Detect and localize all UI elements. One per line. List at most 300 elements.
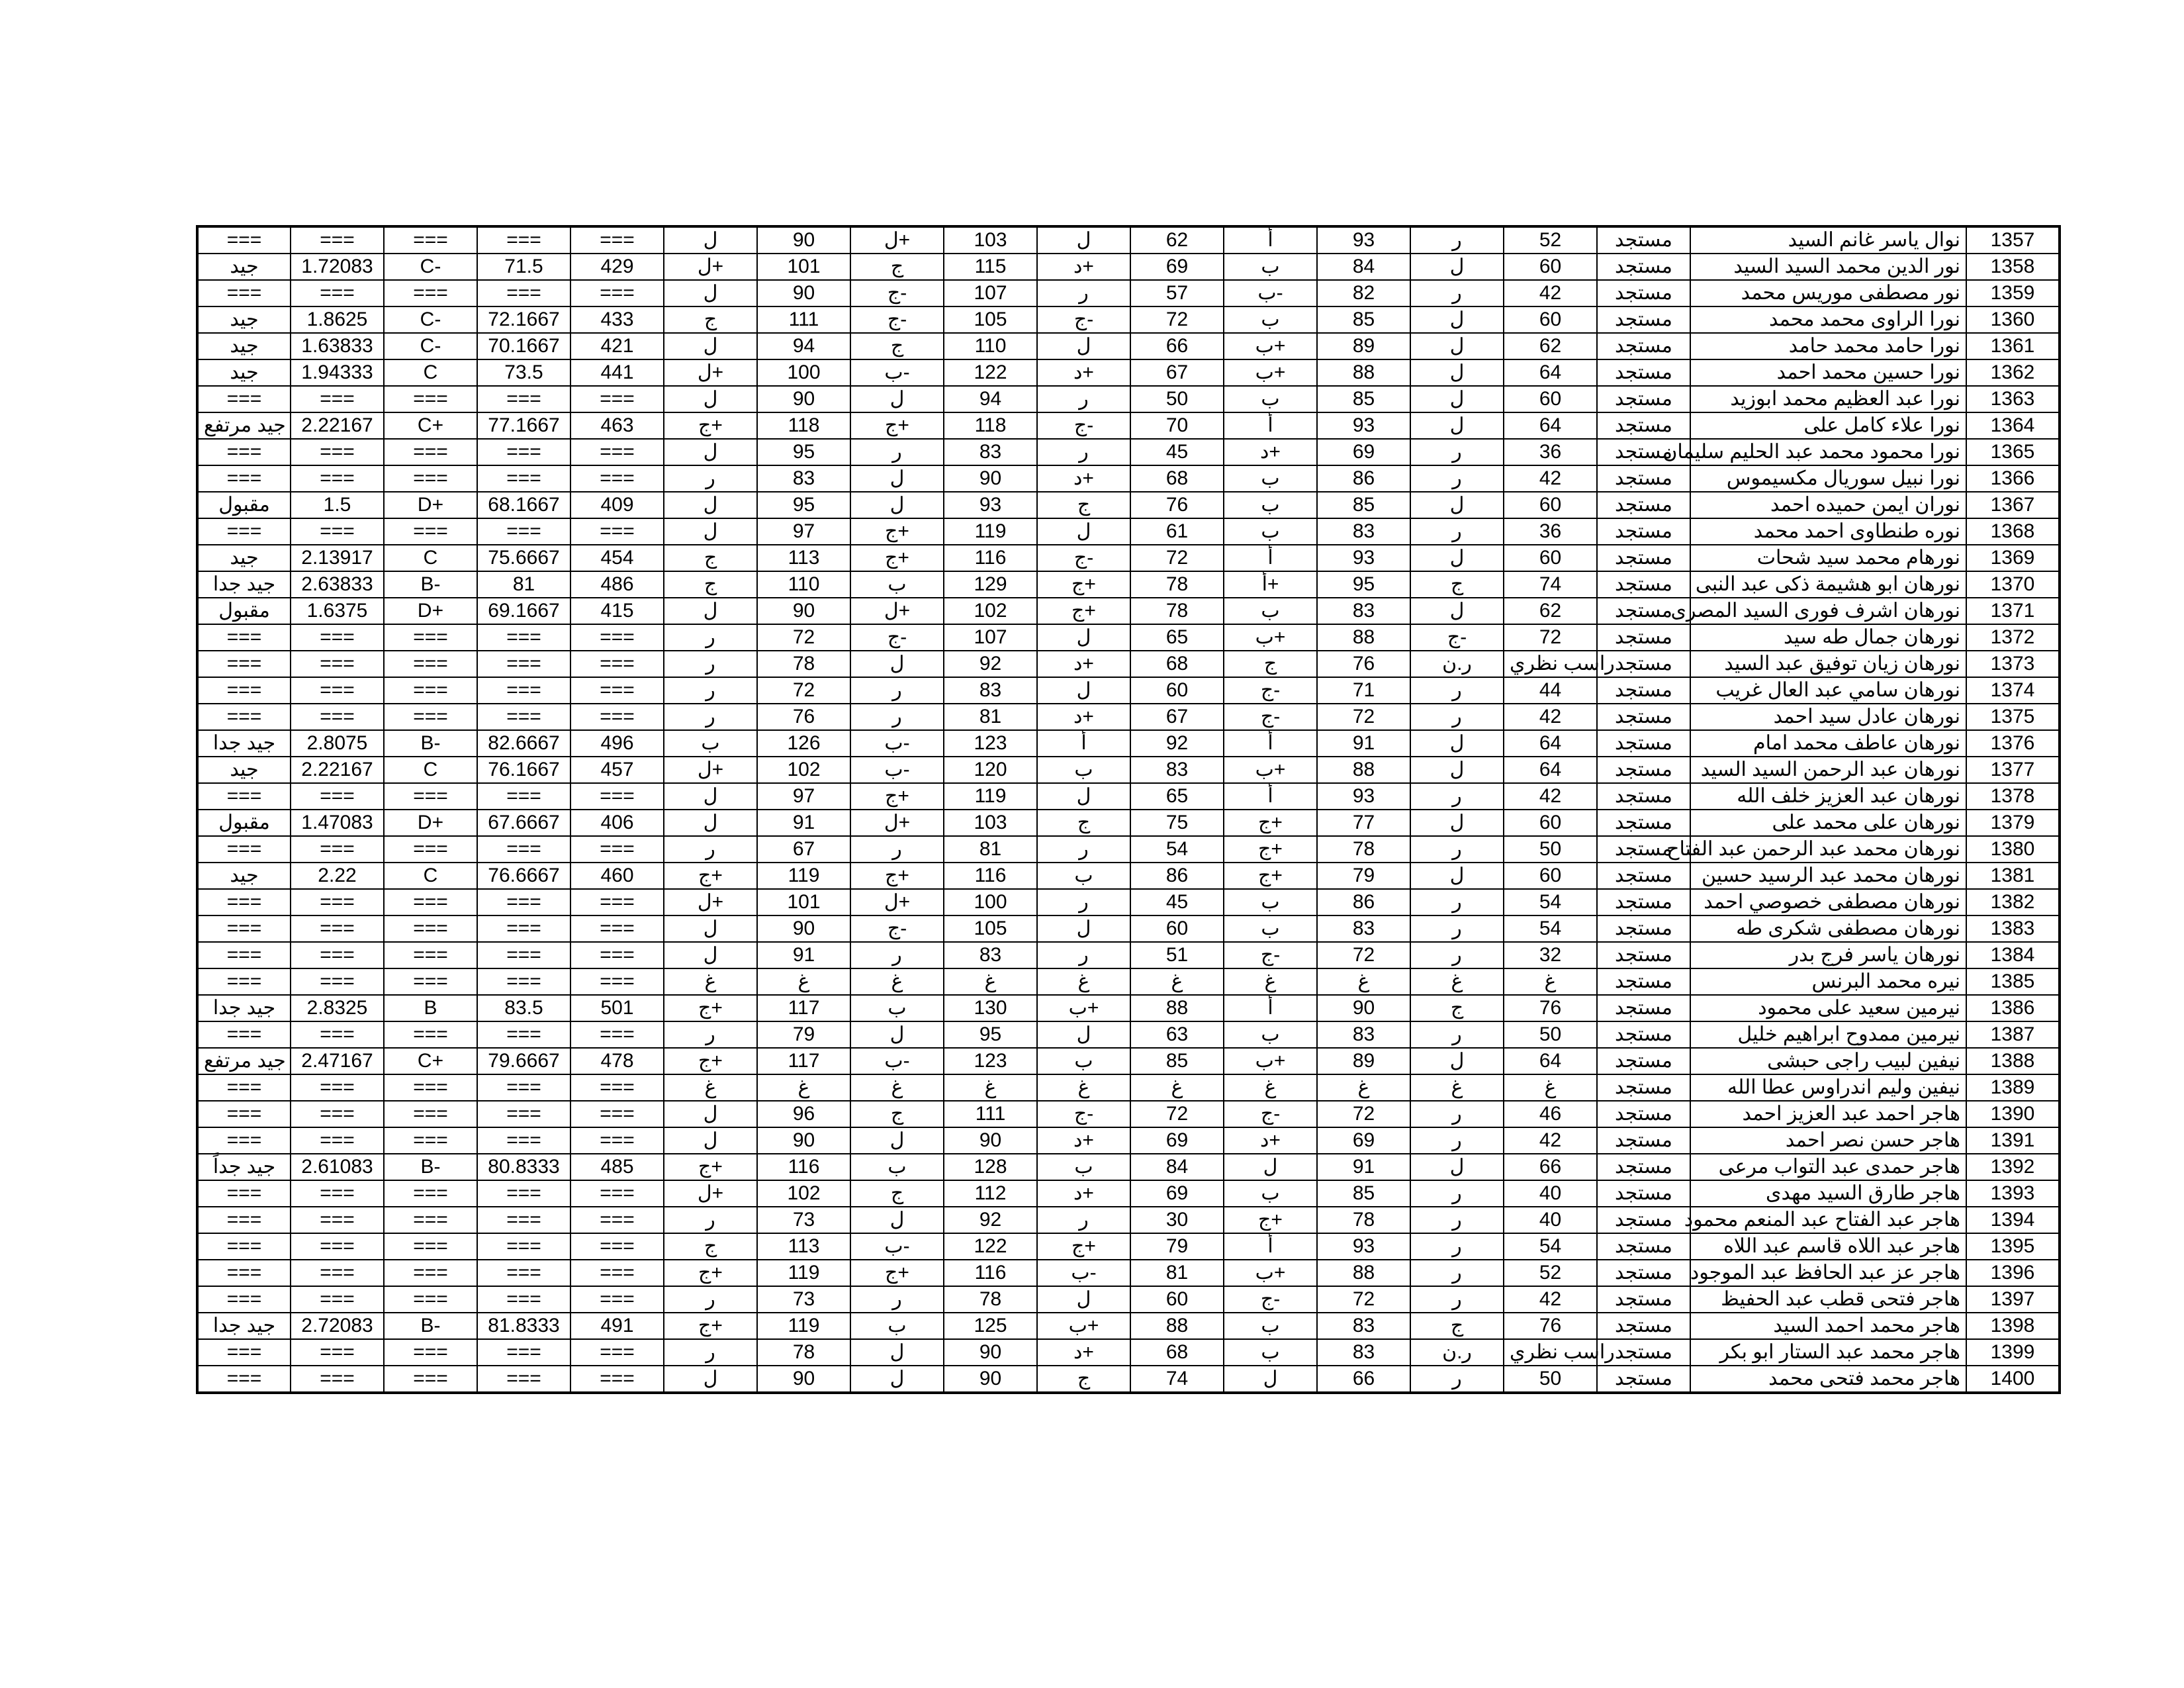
table-cell: 116: [944, 1260, 1037, 1286]
table-cell: ===: [384, 1021, 477, 1048]
table-cell: 83: [944, 677, 1037, 704]
table-cell: ===: [570, 518, 664, 545]
table-cell: C+: [384, 1048, 477, 1074]
table-cell: 93: [1317, 412, 1410, 439]
table-cell: ===: [570, 1127, 664, 1154]
table-cell: ب: [1224, 889, 1317, 915]
table-cell: 89: [1317, 333, 1410, 359]
table-cell: 90: [757, 386, 850, 412]
table-row: [197, 492, 2060, 518]
table-cell: D+: [384, 810, 477, 836]
table-row: [197, 1101, 2060, 1127]
table-cell: B-: [384, 1154, 477, 1180]
table-cell: ===: [384, 1233, 477, 1260]
table-cell: مستجد: [1597, 1127, 1690, 1154]
student-name-cell: نورا عبد العظيم محمد ابوزيد: [1690, 386, 1966, 412]
table-cell: 102: [944, 598, 1037, 624]
table-cell: ب+: [1224, 333, 1317, 359]
table-cell: ===: [477, 518, 570, 545]
table-row: [197, 651, 2060, 677]
table-cell: 80.8333: [477, 1154, 570, 1180]
table-cell: ===: [570, 1233, 664, 1260]
table-row: [197, 704, 2060, 730]
table-cell: ===: [477, 1180, 570, 1207]
table-cell: ===: [570, 1260, 664, 1286]
table-cell: ===: [197, 1101, 291, 1127]
table-cell: ===: [570, 783, 664, 810]
table-cell: ر: [1037, 439, 1130, 465]
student-name-cell: نورهان زيان توفيق عبد السيد: [1690, 651, 1966, 677]
table-row: [197, 968, 2060, 995]
table-cell: جيد مرتفع: [197, 412, 291, 439]
student-id-cell: 1386: [1966, 995, 2060, 1021]
table-cell: ب+: [1037, 995, 1130, 1021]
table-cell: ===: [291, 624, 384, 651]
table-row: [197, 280, 2060, 306]
table-cell: 2.22167: [291, 757, 384, 783]
table-cell: ر: [1410, 1233, 1504, 1260]
table-cell: غ: [944, 968, 1037, 995]
table-cell: 79: [1317, 863, 1410, 889]
table-cell: ===: [477, 1260, 570, 1286]
table-cell: ل: [664, 386, 757, 412]
table-cell: 54: [1504, 889, 1597, 915]
table-cell: د+: [1224, 1127, 1317, 1154]
table-cell: 88: [1317, 1260, 1410, 1286]
table-cell: 42: [1504, 465, 1597, 492]
table-cell: 36: [1504, 439, 1597, 465]
table-cell: ===: [384, 1180, 477, 1207]
table-cell: 67.6667: [477, 810, 570, 836]
table-cell: غ: [1410, 968, 1504, 995]
table-cell: ل: [664, 942, 757, 968]
table-cell: ===: [197, 1286, 291, 1313]
table-cell: 85: [1317, 386, 1410, 412]
table-cell: غ: [664, 1074, 757, 1101]
table-cell: C: [384, 863, 477, 889]
table-cell: 2.22: [291, 863, 384, 889]
table-cell: ===: [291, 704, 384, 730]
table-cell: ب: [1224, 598, 1317, 624]
table-cell: ل: [1037, 333, 1130, 359]
table-row: [197, 1127, 2060, 1154]
table-cell: 119: [757, 863, 850, 889]
student-name-cell: نورهان على محمد على: [1690, 810, 1966, 836]
table-cell: مستجد: [1597, 254, 1690, 280]
student-id-cell: 1359: [1966, 280, 2060, 306]
table-cell: 61: [1130, 518, 1224, 545]
table-cell: ل: [664, 810, 757, 836]
table-cell: 54: [1504, 1233, 1597, 1260]
table-cell: د+: [1037, 254, 1130, 280]
student-id-cell: 1395: [1966, 1233, 2060, 1260]
table-cell: ل: [850, 1207, 944, 1233]
table-cell: 72: [1130, 306, 1224, 333]
table-cell: ل: [664, 492, 757, 518]
table-cell: ===: [477, 704, 570, 730]
table-cell: 60: [1130, 1286, 1224, 1313]
table-cell: ب-: [850, 1233, 944, 1260]
table-cell: 1.63833: [291, 333, 384, 359]
table-cell: 90: [944, 1127, 1037, 1154]
table-cell: ج-: [1037, 1101, 1130, 1127]
student-name-cell: نورهان عبد الرحمن السيد السيد: [1690, 757, 1966, 783]
student-id-cell: 1392: [1966, 1154, 2060, 1180]
table-cell: 88: [1130, 995, 1224, 1021]
student-id-cell: 1372: [1966, 624, 2060, 651]
table-cell: جيد: [197, 545, 291, 571]
student-id-cell: 1388: [1966, 1048, 2060, 1074]
table-cell: 60: [1504, 254, 1597, 280]
table-cell: 1.5: [291, 492, 384, 518]
table-cell: جيد: [197, 863, 291, 889]
student-name-cell: نورهان جمال طه سيد: [1690, 624, 1966, 651]
table-cell: راسب نظري: [1504, 1339, 1597, 1366]
table-cell: 83: [1317, 915, 1410, 942]
table-cell: ج+: [850, 1260, 944, 1286]
table-cell: 76.1667: [477, 757, 570, 783]
table-cell: ل: [664, 333, 757, 359]
table-cell: 70.1667: [477, 333, 570, 359]
table-cell: ل: [664, 915, 757, 942]
student-id-cell: 1381: [1966, 863, 2060, 889]
table-cell: 67: [757, 836, 850, 863]
table-cell: 90: [757, 226, 850, 254]
table-cell: 116: [757, 1154, 850, 1180]
table-cell: ===: [197, 1366, 291, 1393]
table-cell: 68: [1130, 465, 1224, 492]
table-cell: غ: [1224, 1074, 1317, 1101]
table-cell: غ: [1317, 968, 1410, 995]
table-cell: 76: [1317, 651, 1410, 677]
table-cell: غ: [1410, 1074, 1504, 1101]
table-cell: ل: [1037, 783, 1130, 810]
table-cell: ر: [664, 704, 757, 730]
table-cell: 101: [757, 254, 850, 280]
table-cell: مستجد: [1597, 333, 1690, 359]
table-cell: د+: [1037, 359, 1130, 386]
table-cell: 65: [1130, 783, 1224, 810]
student-name-cell: هاجر عبد اللاه قاسم عبد اللاه: [1690, 1233, 1966, 1260]
table-row: [197, 226, 2060, 254]
table-cell: 2.22167: [291, 412, 384, 439]
table-cell: ر: [664, 836, 757, 863]
table-cell: 83: [1317, 1339, 1410, 1366]
table-cell: ===: [570, 942, 664, 968]
table-cell: 126: [757, 730, 850, 757]
table-row: [197, 1207, 2060, 1233]
table-cell: ===: [291, 783, 384, 810]
table-cell: ر: [664, 1207, 757, 1233]
table-cell: 65: [1130, 624, 1224, 651]
table-cell: 103: [944, 226, 1037, 254]
table-cell: ب: [850, 1313, 944, 1339]
table-cell: 120: [944, 757, 1037, 783]
table-cell: 60: [1504, 306, 1597, 333]
table-cell: ===: [384, 942, 477, 968]
table-cell: ب: [1224, 254, 1317, 280]
table-cell: C: [384, 757, 477, 783]
table-cell: ب: [1037, 757, 1130, 783]
table-cell: ج-: [1224, 942, 1317, 968]
table-cell: 1.6375: [291, 598, 384, 624]
table-cell: 40: [1504, 1207, 1597, 1233]
table-cell: ج: [850, 254, 944, 280]
student-id-cell: 1375: [1966, 704, 2060, 730]
table-cell: 406: [570, 810, 664, 836]
table-cell: 78: [757, 651, 850, 677]
table-cell: 82: [1317, 280, 1410, 306]
table-cell: مستجد: [1597, 359, 1690, 386]
table-cell: 68.1667: [477, 492, 570, 518]
student-name-cell: هاجر فتحى قطب عبد الحفيظ: [1690, 1286, 1966, 1313]
table-cell: 119: [944, 783, 1037, 810]
table-cell: ب: [850, 571, 944, 598]
student-name-cell: نورهان محمد عبد الرسيد حسين: [1690, 863, 1966, 889]
table-cell: ج+: [664, 1260, 757, 1286]
table-cell: 1.94333: [291, 359, 384, 386]
table-cell: ج+: [1224, 863, 1317, 889]
table-cell: 85: [1130, 1048, 1224, 1074]
table-cell: 128: [944, 1154, 1037, 1180]
table-cell: 52: [1504, 1260, 1597, 1286]
table-cell: ===: [570, 1180, 664, 1207]
table-cell: ر: [1410, 1207, 1504, 1233]
table-cell: ج: [850, 333, 944, 359]
table-row: [197, 1048, 2060, 1074]
table-cell: ل: [850, 492, 944, 518]
table-cell: ج+: [1224, 1207, 1317, 1233]
table-cell: غ: [1130, 968, 1224, 995]
table-row: [197, 386, 2060, 412]
table-cell: 85: [1317, 492, 1410, 518]
table-cell: 76: [1130, 492, 1224, 518]
table-cell: غ: [1037, 968, 1130, 995]
table-cell: 122: [944, 359, 1037, 386]
table-cell: 50: [1504, 1366, 1597, 1393]
table-cell: ل+: [664, 757, 757, 783]
table-cell: ===: [570, 439, 664, 465]
table-cell: 72: [1317, 704, 1410, 730]
table-cell: 116: [944, 863, 1037, 889]
table-cell: ج+: [1037, 1233, 1130, 1260]
table-cell: B-: [384, 730, 477, 757]
student-name-cell: هاجر محمد فتحى محمد: [1690, 1366, 1966, 1393]
table-cell: ===: [291, 942, 384, 968]
table-cell: 83: [944, 942, 1037, 968]
table-cell: ===: [291, 1021, 384, 1048]
table-cell: د+: [1037, 1127, 1130, 1154]
table-cell: ب+: [1224, 624, 1317, 651]
table-cell: ===: [570, 1339, 664, 1366]
table-cell: ل: [1037, 518, 1130, 545]
table-cell: مستجد: [1597, 1260, 1690, 1286]
table-cell: أ: [1037, 730, 1130, 757]
table-cell: ر: [664, 624, 757, 651]
table-cell: ===: [384, 624, 477, 651]
table-cell: 91: [1317, 1154, 1410, 1180]
table-cell: ج-: [850, 624, 944, 651]
table-cell: ب-: [850, 1048, 944, 1074]
table-cell: ل: [850, 1127, 944, 1154]
table-cell: ل: [850, 465, 944, 492]
grades-table: [196, 225, 2061, 1394]
table-cell: ===: [477, 1074, 570, 1101]
table-cell: مستجد: [1597, 1313, 1690, 1339]
table-cell: ر: [850, 677, 944, 704]
table-cell: غ: [664, 968, 757, 995]
table-cell: 60: [1504, 545, 1597, 571]
table-cell: ===: [384, 1207, 477, 1233]
table-cell: 66: [1317, 1366, 1410, 1393]
table-cell: 95: [757, 492, 850, 518]
table-cell: ب: [1224, 306, 1317, 333]
table-row: [197, 359, 2060, 386]
table-cell: غ: [1317, 1074, 1410, 1101]
student-name-cell: نيرمين سعيد على محمود: [1690, 995, 1966, 1021]
student-name-cell: نورهان محمد عبد الرحمن عبد الفتاح: [1690, 836, 1966, 863]
table-cell: 78: [1130, 571, 1224, 598]
table-cell: مستجد: [1597, 1074, 1690, 1101]
table-cell: 97: [757, 783, 850, 810]
table-cell: D+: [384, 598, 477, 624]
table-cell: C: [384, 545, 477, 571]
table-cell: غ: [757, 1074, 850, 1101]
table-cell: 415: [570, 598, 664, 624]
table-cell: ر: [1037, 386, 1130, 412]
table-cell: ر: [664, 651, 757, 677]
table-cell: غ: [850, 968, 944, 995]
student-id-cell: 1373: [1966, 651, 2060, 677]
table-cell: ===: [570, 968, 664, 995]
table-cell: 117: [757, 995, 850, 1021]
table-cell: 81: [944, 704, 1037, 730]
table-cell: ===: [291, 889, 384, 915]
table-cell: 130: [944, 995, 1037, 1021]
table-cell: 50: [1504, 1021, 1597, 1048]
student-id-cell: 1389: [1966, 1074, 2060, 1101]
student-name-cell: نورهان ابو هشيمة ذكى عبد النبى: [1690, 571, 1966, 598]
table-cell: ل+: [850, 889, 944, 915]
student-name-cell: نور مصطفى موريس محمد: [1690, 280, 1966, 306]
table-cell: 122: [944, 1233, 1037, 1260]
table-cell: 45: [1130, 439, 1224, 465]
table-cell: ر: [850, 836, 944, 863]
table-cell: 72: [757, 624, 850, 651]
table-cell: 73: [757, 1207, 850, 1233]
table-cell: ===: [570, 1207, 664, 1233]
table-cell: 441: [570, 359, 664, 386]
table-cell: جيد جدا: [197, 571, 291, 598]
student-name-cell: نور الدين محمد السيد السيد: [1690, 254, 1966, 280]
student-id-cell: 1364: [1966, 412, 2060, 439]
table-cell: 116: [944, 545, 1037, 571]
table-cell: مستجد: [1597, 730, 1690, 757]
table-cell: 2.8075: [291, 730, 384, 757]
table-cell: ===: [477, 677, 570, 704]
table-row: [197, 942, 2060, 968]
table-cell: 103: [944, 810, 1037, 836]
table-cell: 45: [1130, 889, 1224, 915]
table-cell: ج-: [1224, 1286, 1317, 1313]
table-cell: 60: [1130, 915, 1224, 942]
table-cell: ===: [291, 1127, 384, 1154]
table-cell: 113: [757, 545, 850, 571]
student-name-cell: نورهان عادل سيد احمد: [1690, 704, 1966, 730]
table-cell: غ: [757, 968, 850, 995]
table-cell: 64: [1504, 359, 1597, 386]
table-cell: غ: [850, 1074, 944, 1101]
table-cell: ب: [1224, 465, 1317, 492]
table-cell: 92: [1130, 730, 1224, 757]
table-cell: 75: [1130, 810, 1224, 836]
table-cell: ل: [850, 1339, 944, 1366]
table-row: [197, 889, 2060, 915]
student-id-cell: 1387: [1966, 1021, 2060, 1048]
student-id-cell: 1369: [1966, 545, 2060, 571]
table-cell: د+: [1037, 704, 1130, 730]
table-cell: 60: [1504, 492, 1597, 518]
table-cell: ج: [1410, 1313, 1504, 1339]
table-cell: 73: [757, 1286, 850, 1313]
table-cell: ===: [477, 439, 570, 465]
table-cell: 74: [1130, 1366, 1224, 1393]
table-cell: ===: [291, 1260, 384, 1286]
table-cell: ل: [1410, 254, 1504, 280]
table-cell: ر: [664, 1339, 757, 1366]
table-cell: ر: [1410, 465, 1504, 492]
table-cell: 117: [757, 1048, 850, 1074]
table-cell: ل+: [664, 254, 757, 280]
table-cell: ===: [197, 651, 291, 677]
table-cell: ===: [291, 518, 384, 545]
student-id-cell: 1400: [1966, 1366, 2060, 1393]
table-cell: ===: [477, 915, 570, 942]
table-cell: 100: [944, 889, 1037, 915]
table-cell: مقبول: [197, 492, 291, 518]
table-cell: 64: [1504, 412, 1597, 439]
table-cell: مستجد: [1597, 412, 1690, 439]
table-cell: 95: [757, 439, 850, 465]
table-cell: ===: [197, 1260, 291, 1286]
table-cell: 83.5: [477, 995, 570, 1021]
table-cell: مستجد: [1597, 386, 1690, 412]
table-cell: 79: [1130, 1233, 1224, 1260]
table-cell: ===: [570, 1366, 664, 1393]
table-cell: 64: [1504, 1048, 1597, 1074]
table-cell: 88: [1130, 1313, 1224, 1339]
table-cell: C-: [384, 254, 477, 280]
table-cell: ر: [664, 465, 757, 492]
table-cell: ===: [570, 704, 664, 730]
table-cell: 2.47167: [291, 1048, 384, 1074]
table-cell: ل: [1410, 1048, 1504, 1074]
table-cell: 83: [1317, 598, 1410, 624]
table-cell: ل: [1410, 1154, 1504, 1180]
table-cell: ج: [664, 1233, 757, 1260]
table-cell: ر: [850, 704, 944, 730]
table-cell: 409: [570, 492, 664, 518]
table-cell: 1.47083: [291, 810, 384, 836]
table-cell: مستجد: [1597, 439, 1690, 465]
table-cell: ر: [1410, 518, 1504, 545]
table-cell: مستجد: [1597, 1233, 1690, 1260]
table-cell: ل+: [664, 1180, 757, 1207]
table-cell: غ: [1504, 968, 1597, 995]
table-cell: ===: [197, 280, 291, 306]
table-cell: ===: [384, 836, 477, 863]
table-row: [197, 995, 2060, 1021]
